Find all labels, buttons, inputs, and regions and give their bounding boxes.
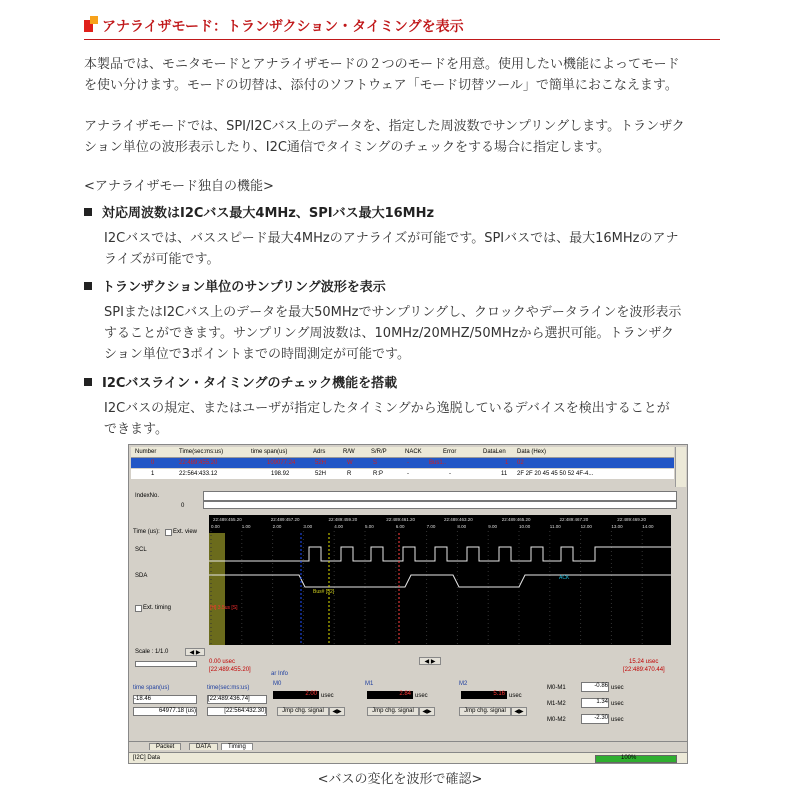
table-cell: W: [347, 460, 353, 466]
marker-m1-readout: [367, 691, 413, 699]
table-cell: Bus1..: [429, 460, 447, 466]
table-row-selected[interactable]: [131, 458, 674, 468]
table-row[interactable]: [131, 469, 674, 479]
time-tick-label: 22:489:461.20: [386, 517, 416, 522]
index-slider-2[interactable]: [203, 501, 677, 509]
feature-desc-1: [104, 228, 714, 270]
intro-paragraph-1: [84, 54, 714, 96]
marker-m0-unit: usec: [321, 693, 334, 699]
column-header[interactable]: Adrs: [313, 449, 326, 455]
sub-tick-label: 2.00: [272, 524, 282, 529]
timesec-value-2: [22:564:432.30]: [224, 708, 266, 714]
desc-line: SPIまたはI2Cバス上のデータを最大50MHzでサンプリングし、クロックやデータラインを波形表示: [104, 305, 682, 320]
time-tick-label: 22:489:457.20: [270, 517, 300, 522]
timesec-label: time(sec:ms:us): [207, 685, 250, 691]
marker-m0-readout: [273, 691, 319, 699]
desc-line: ション単位で3ポイントまでの時間測定が可能です。: [104, 347, 410, 362]
sub-tick-label: 8.00: [457, 524, 467, 529]
bus-annotation: Bus# [52]: [313, 589, 335, 595]
square-bullet-icon: [84, 282, 92, 290]
marker-m1-value: 2.84: [399, 691, 411, 697]
table-cell: R: [347, 471, 352, 477]
table-cell: -: [407, 460, 409, 466]
tab-bar: [129, 741, 687, 752]
diff-m0-m2-value: -2.30: [581, 714, 609, 724]
marker-m1-label: M1: [365, 681, 374, 687]
header-rule: [84, 39, 720, 40]
tab-data[interactable]: DATA: [189, 743, 218, 750]
feature-desc-3: [104, 398, 714, 440]
error-annotation: [H] 3.5us [S]: [210, 605, 238, 611]
column-header[interactable]: DataLen: [483, 449, 506, 455]
page-title: アナライザモード：トランザクション・タイミングを表示: [102, 19, 464, 35]
timesec-field[interactable]: [207, 695, 267, 704]
column-header[interactable]: NACK: [405, 449, 422, 455]
column-header[interactable]: Data (Hex): [517, 449, 547, 455]
table-cell: 02: [517, 460, 524, 466]
ext-view-label: Ext. view: [173, 529, 198, 535]
diff-m0-m1-unit: usec: [611, 685, 624, 691]
feature-desc-2: [104, 302, 714, 365]
table-cell: 11: [501, 471, 508, 477]
desc-line: することができます。サンプリング周波数は、10MHz/20MHZ/50MHzから選択可能。トランザク: [104, 326, 674, 341]
sub-tick-label: 12.00: [580, 524, 592, 529]
marker-info-label: ar Info: [271, 671, 289, 677]
diff-m0-m1-label: M0-M1: [547, 685, 566, 691]
ext-timing-checkbox[interactable]: [135, 605, 142, 612]
scale-stepper[interactable]: ◀ ▶: [185, 648, 205, 656]
table-header: [131, 447, 674, 458]
tab-timing[interactable]: Timing: [221, 743, 253, 750]
column-header[interactable]: Time(sec:ms:us): [179, 449, 224, 455]
table-cell: 1: [151, 471, 155, 477]
time-tick-label: 22:489:455.20: [213, 517, 242, 522]
feature-title-text: トランザクション単位のサンプリング波形を表示: [102, 280, 386, 295]
diff-m0-m2-unit: usec: [611, 717, 624, 723]
intro-line: アナライザモードでは、SPI/I2Cバス上のデータを、指定した周波数でサンプリングします。トランザク: [84, 119, 685, 134]
marker-m2-stepper[interactable]: ◀▶: [511, 707, 527, 716]
sub-tick-label: 9.00: [488, 524, 497, 529]
index-slider[interactable]: [203, 491, 677, 501]
table-cell: R:P: [373, 471, 384, 477]
intro-line: ション単位の波形表示したり、I2C通信でタイミングのチェックをする場合に指定します。: [84, 140, 610, 155]
sub-tick-label: 4.00: [334, 524, 343, 529]
marker-m2-value: 5.16: [493, 691, 505, 697]
table-cell: 2F 2F 20 45 45 50 52 4F-4...: [517, 471, 594, 477]
desc-line: I2Cバスの規定、またはユーザが指定したタイミングから逸脱しているデバイスを検出することが: [104, 401, 670, 416]
signal-label-sda: SDA: [135, 573, 148, 579]
jump-signal-m2-button[interactable]: Jmp chg. signal: [459, 707, 511, 716]
analyzer-screenshot: [128, 444, 688, 764]
table-cell: 22:489:455.20: [179, 460, 218, 466]
intro-line: を使い分けます。モードの切替は、添付のソフトウェア「モード切替ツール」で簡単におこなえます。: [84, 78, 678, 93]
ext-view-checkbox[interactable]: [165, 529, 172, 536]
time-label: Time (us):: [133, 529, 160, 535]
table-cell: -: [449, 471, 451, 477]
table-cell: 0: [151, 460, 155, 466]
section-heading: <アナライザモード独自の機能>: [84, 179, 274, 194]
status-bar: [129, 752, 687, 764]
time-span-value: -18.46: [134, 696, 152, 702]
intro-paragraph-2: [84, 116, 714, 158]
jump-signal-m1-button[interactable]: Jmp chg. signal: [367, 707, 419, 716]
ack-annotation: ACK: [559, 575, 570, 581]
table-cell: -: [407, 471, 409, 477]
sub-tick-label: 5.00: [365, 524, 374, 529]
desc-line: ライズが可能です。: [104, 252, 220, 267]
desc-line: I2Cバスでは、バススピード最大4MHzのアナライズが可能です。SPIバスでは、最大16MHzのアナ: [104, 231, 679, 246]
scale-label: Scale : 1/1.0: [135, 649, 169, 655]
marker-m0-value: 2.00: [305, 691, 317, 697]
time-tick-label: 22:489:459.20: [328, 517, 358, 522]
feature-title-2: [84, 276, 386, 295]
table-cell: S: [373, 460, 378, 466]
sub-tick-label: 6.00: [395, 524, 405, 529]
marker-m1-stepper[interactable]: ◀▶: [419, 707, 435, 716]
timesec-value: [22:489:436.74]: [208, 696, 250, 702]
header-bullet-accent-icon: [90, 16, 98, 24]
table-cell: 52H: [315, 460, 327, 466]
column-header[interactable]: Error: [443, 449, 457, 455]
square-bullet-icon: [84, 378, 92, 386]
column-header[interactable]: Number: [135, 449, 157, 455]
sub-tick-label: 0.00: [211, 524, 220, 529]
column-header[interactable]: S/R/P: [371, 449, 387, 455]
time-span-field[interactable]: [133, 695, 197, 704]
marker-m0-stepper[interactable]: ◀▶: [329, 707, 345, 716]
sub-tick-label: 11.00: [549, 524, 561, 529]
sub-tick-label: 3.00: [303, 524, 313, 529]
desc-line: できます。: [104, 422, 168, 437]
intro-line: 本製品では、モニタモードとアナライザモードの２つのモードを用意。使用したい機能によってモード: [84, 57, 680, 72]
time-tick-label: 22:489:469.20: [617, 517, 647, 522]
time-span-label: time span(us): [133, 685, 170, 691]
table-scrollbar[interactable]: [675, 447, 686, 487]
scale-slider[interactable]: [135, 661, 197, 667]
feature-title-1: [84, 202, 434, 221]
section-header: [84, 14, 720, 40]
tab-packet[interactable]: Packet: [149, 743, 181, 750]
status-text: [I2C] Data: [133, 755, 161, 761]
figure-caption: <バスの変化を波形で確認>: [317, 772, 483, 787]
index-label: IndexNo.: [135, 493, 160, 499]
marker-m0-label: M0: [273, 681, 282, 687]
diff-m1-m2-label: M1-M2: [547, 701, 566, 707]
jump-signal-m0-button[interactable]: Jmp chg. signal: [277, 707, 329, 716]
diff-m1-m2-value: 1.34: [581, 698, 609, 708]
range-scroll-buttons[interactable]: ◀ ▶: [419, 657, 441, 665]
square-bullet-icon: [84, 208, 92, 216]
time-span-value-2: 64977.18 (us): [158, 708, 196, 714]
time-tick-label: 22:489:465.20: [501, 517, 531, 522]
time-span-field-2[interactable]: [133, 707, 197, 716]
feature-title-3: [84, 372, 397, 391]
marker-m1-unit: usec: [415, 693, 428, 699]
table-cell: 22:564:433.12: [179, 471, 218, 477]
diff-m0-m1-value: -0.86: [581, 682, 609, 692]
column-header[interactable]: time span(us): [251, 449, 288, 455]
sub-tick-label: 7.00: [426, 524, 436, 529]
sub-tick-label: 14.00: [642, 524, 654, 529]
range-start-timestamp: [22:489:455.20]: [209, 667, 251, 673]
range-end-timestamp: [22:489:470.44]: [623, 667, 665, 673]
table-cell: 109077.24: [267, 460, 296, 466]
waveform-display: [209, 515, 671, 645]
range-end: 15.24 usec: [629, 659, 659, 665]
column-header[interactable]: R/W: [343, 449, 355, 455]
index-value: 0: [181, 503, 185, 509]
sub-tick-label: 1.00: [241, 524, 251, 529]
time-tick-label: 22:489:467.20: [559, 517, 589, 522]
sub-tick-label: 13.00: [611, 524, 623, 529]
range-start: 0.00 usec: [209, 659, 236, 665]
diff-m0-m2-label: M0-M2: [547, 717, 566, 723]
diff-m1-m2-unit: usec: [611, 701, 624, 707]
progress-text: 100%: [621, 755, 637, 761]
ext-timing-label: Ext. timing: [143, 605, 172, 611]
table-cell: 1: [505, 460, 509, 466]
marker-m2-readout: [461, 691, 507, 699]
signal-label-scl: SCL: [135, 547, 147, 553]
marker-m2-label: M2: [459, 681, 468, 687]
marker-m2-unit: usec: [509, 693, 522, 699]
sub-tick-label: 10.00: [519, 524, 531, 529]
feature-title-text: 対応周波数はI2Cバス最大4MHz、SPIバス最大16MHz: [102, 206, 435, 221]
time-tick-label: 22:489:463.20: [444, 517, 473, 522]
table-cell: 52H: [315, 471, 327, 477]
feature-title-text: I2Cバスライン・タイミングのチェック機能を搭載: [102, 376, 398, 391]
timesec-field-2[interactable]: [207, 707, 267, 716]
table-cell: 198.92: [271, 471, 290, 477]
